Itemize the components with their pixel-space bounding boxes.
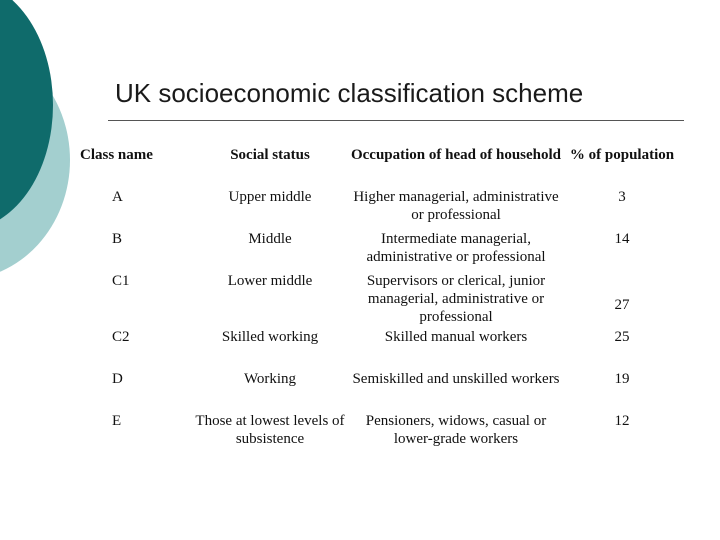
cell-percent: 19 xyxy=(614,371,630,387)
cell-percent: 27 xyxy=(614,296,630,313)
table-row xyxy=(72,230,682,272)
cell-percent: 25 xyxy=(614,329,630,345)
table-row xyxy=(72,412,682,454)
cell-status: Skilled working xyxy=(221,329,319,345)
cell-class: B xyxy=(112,231,123,247)
table-row xyxy=(72,370,682,412)
cell-status: Upper middle xyxy=(228,189,312,205)
cell-class: E xyxy=(112,413,122,429)
cell-percent: 12 xyxy=(614,413,630,429)
cell-occupation: Skilled manual workers xyxy=(384,329,528,345)
cell-status: Those at lowest levels of subsistence xyxy=(195,413,345,447)
cell-class: C2 xyxy=(112,329,130,345)
title-divider xyxy=(108,120,684,121)
header-class-name: Class name xyxy=(80,147,153,163)
cell-status: Working xyxy=(243,371,297,387)
cell-percent: 14 xyxy=(614,231,630,247)
table-row xyxy=(72,188,682,230)
cell-status: Middle xyxy=(248,231,292,247)
cell-occupation: Supervisors or clerical, junior managerial, administrative or professional xyxy=(366,273,546,325)
cell-occupation: Pensioners, widows, casual or lower-grade workers xyxy=(365,413,547,447)
classification-table xyxy=(72,146,682,454)
cell-class: D xyxy=(112,371,123,387)
slide-title: UK socioeconomic classification scheme xyxy=(115,78,584,108)
cell-occupation: Higher managerial, administrative or professional xyxy=(353,189,559,223)
header-social-status: Social status xyxy=(230,147,310,163)
cell-percent: 3 xyxy=(618,189,626,205)
header-population: % of population xyxy=(569,147,675,163)
cell-class: A xyxy=(112,189,123,205)
cell-status: Lower middle xyxy=(227,273,313,289)
table-row xyxy=(72,272,682,328)
header-occupation: Occupation of head of household xyxy=(350,147,562,163)
table-header-row xyxy=(72,146,682,188)
table-row xyxy=(72,328,682,370)
cell-occupation: Semiskilled and unskilled workers xyxy=(352,371,560,387)
cell-class: C1 xyxy=(112,273,130,289)
cell-occupation: Intermediate managerial, administrative or professional xyxy=(366,231,546,265)
